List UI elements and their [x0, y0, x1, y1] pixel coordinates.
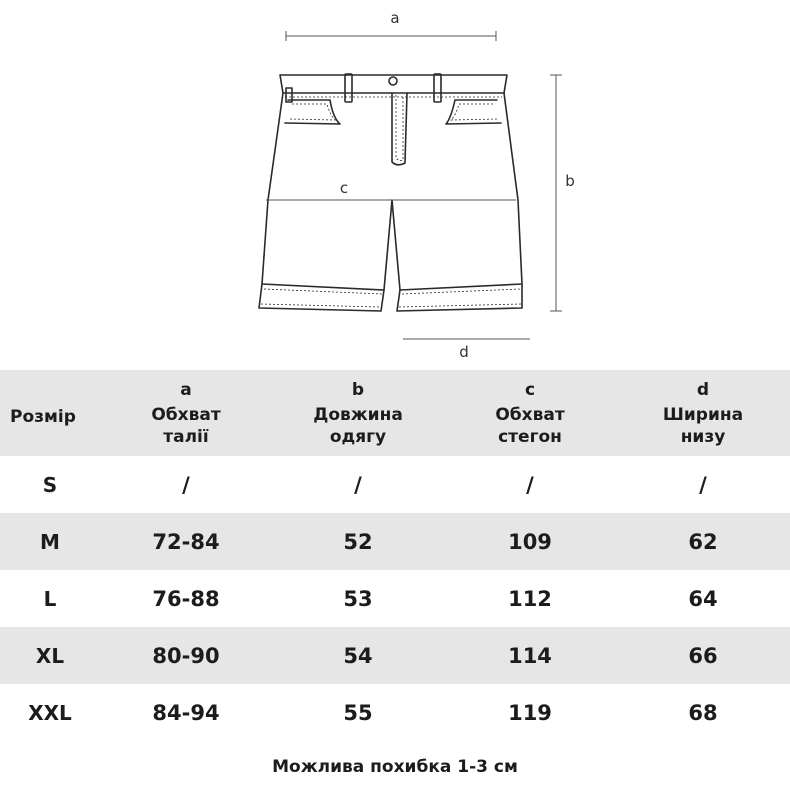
belt-loop-right — [434, 74, 441, 102]
label-c: c — [339, 179, 349, 197]
value-cell: 76-88 — [152, 586, 220, 611]
header-col-d — [616, 370, 790, 456]
size-cell: L — [43, 586, 57, 611]
table-header-row — [0, 370, 790, 456]
header-size: Розмір — [10, 407, 76, 427]
value-cell: 68 — [688, 700, 718, 725]
label-b: b — [565, 172, 575, 190]
value-cell: 53 — [343, 586, 373, 611]
value-cell: 72-84 — [152, 529, 220, 554]
size-cell: S — [42, 472, 58, 497]
value-cell: 119 — [508, 700, 552, 725]
header-line1: Ширина — [662, 404, 744, 425]
label-d: d — [459, 343, 469, 361]
header-line1: Обхват — [151, 404, 221, 425]
size-cell: XXL — [28, 700, 72, 725]
label-a: a — [390, 9, 400, 27]
value-cell: 112 — [508, 586, 552, 611]
shorts-diagram — [0, 0, 790, 370]
header-letter: b — [351, 379, 365, 400]
value-cell: 62 — [688, 529, 718, 554]
size-cell: M — [40, 529, 60, 554]
value-cell: 55 — [343, 700, 373, 725]
value-cell: 64 — [688, 586, 718, 611]
button-shape — [389, 77, 397, 85]
header-col-b — [272, 370, 444, 456]
header-col-a — [100, 370, 272, 456]
tolerance-note: Можлива похибка 1-3 см — [272, 757, 518, 777]
header-letter: c — [524, 379, 536, 400]
value-cell: 54 — [343, 643, 373, 668]
header-line2: стегон — [498, 426, 562, 447]
header-line2: одягу — [329, 426, 387, 447]
belt-loop-left — [345, 74, 352, 102]
value-cell: 66 — [688, 643, 718, 668]
value-cell: 109 — [508, 529, 552, 554]
value-cell: 84-94 — [152, 700, 220, 725]
header-col-c — [444, 370, 616, 456]
size-cell: XL — [35, 643, 65, 668]
table-row — [0, 570, 790, 627]
table-row — [0, 513, 790, 570]
value-cell: / — [182, 472, 190, 497]
fly-line — [392, 93, 407, 165]
header-line1: Обхват — [495, 404, 565, 425]
table-row — [0, 684, 790, 741]
header-line1: Довжина — [313, 404, 403, 425]
value-cell: / — [699, 472, 707, 497]
value-cell: 80-90 — [152, 643, 220, 668]
value-cell: 114 — [508, 643, 552, 668]
header-line2: талії — [163, 426, 209, 447]
header-letter: d — [696, 379, 710, 400]
header-letter: a — [180, 379, 192, 400]
value-cell: / — [354, 472, 362, 497]
size-table — [0, 370, 790, 741]
table-row — [0, 456, 790, 513]
table-row — [0, 627, 790, 684]
value-cell: / — [526, 472, 534, 497]
header-line2: низу — [680, 426, 726, 447]
value-cell: 52 — [343, 529, 373, 554]
